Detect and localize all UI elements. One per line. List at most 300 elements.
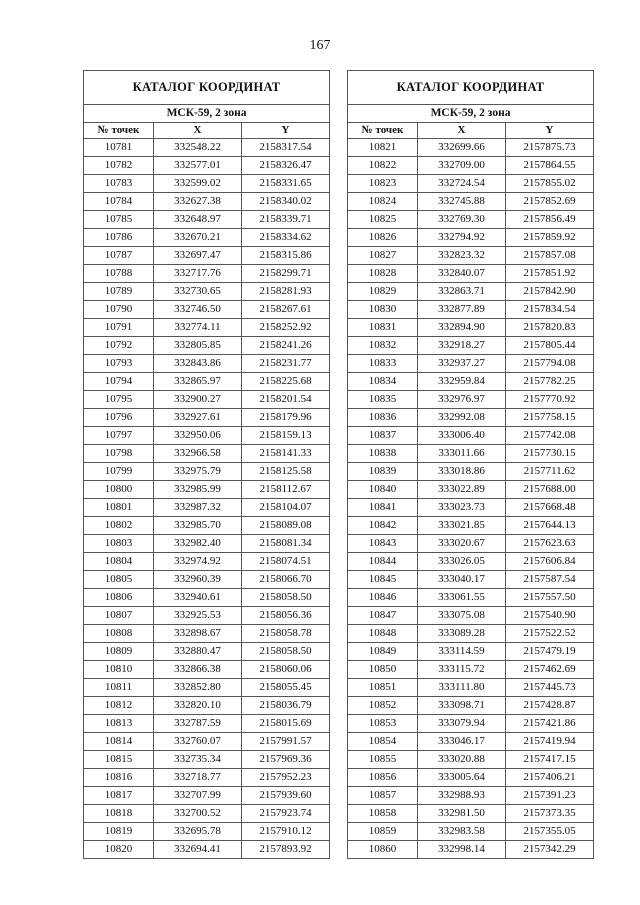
table-row bbox=[84, 157, 330, 175]
cell-x: 333114.59 bbox=[418, 643, 506, 661]
cell-point-number: 10831 bbox=[348, 319, 418, 337]
cell-x: 332866.38 bbox=[154, 661, 242, 679]
cell-x: 332699.66 bbox=[418, 139, 506, 157]
table-row bbox=[348, 193, 594, 211]
cell-point-number: 10817 bbox=[84, 787, 154, 805]
cell-x: 332966.58 bbox=[154, 445, 242, 463]
cell-point-number: 10837 bbox=[348, 427, 418, 445]
cell-point-number: 10799 bbox=[84, 463, 154, 481]
table-row bbox=[348, 463, 594, 481]
cell-point-number: 10795 bbox=[84, 391, 154, 409]
cell-y: 2157668.48 bbox=[506, 499, 594, 517]
cell-x: 333006.40 bbox=[418, 427, 506, 445]
cell-x: 333020.67 bbox=[418, 535, 506, 553]
table-row bbox=[84, 553, 330, 571]
cell-y: 2158159.13 bbox=[242, 427, 330, 445]
cell-x: 332877.89 bbox=[418, 301, 506, 319]
table-row bbox=[348, 841, 594, 859]
cell-point-number: 10828 bbox=[348, 265, 418, 283]
cell-y: 2157820.83 bbox=[506, 319, 594, 337]
cell-x: 332769.30 bbox=[418, 211, 506, 229]
cell-y: 2158074.51 bbox=[242, 553, 330, 571]
table-row bbox=[84, 787, 330, 805]
cell-x: 332840.07 bbox=[418, 265, 506, 283]
cell-y: 2158225.68 bbox=[242, 373, 330, 391]
table-row bbox=[348, 319, 594, 337]
cell-point-number: 10812 bbox=[84, 697, 154, 715]
cell-x: 332697.47 bbox=[154, 247, 242, 265]
cell-x: 332982.40 bbox=[154, 535, 242, 553]
cell-y: 2158015.69 bbox=[242, 715, 330, 733]
table-row bbox=[84, 175, 330, 193]
cell-y: 2158231.77 bbox=[242, 355, 330, 373]
cell-y: 2158326.47 bbox=[242, 157, 330, 175]
cell-x: 332976.97 bbox=[418, 391, 506, 409]
cell-point-number: 10858 bbox=[348, 805, 418, 823]
cell-y: 2157342.29 bbox=[506, 841, 594, 859]
cell-point-number: 10798 bbox=[84, 445, 154, 463]
cell-y: 2157758.15 bbox=[506, 409, 594, 427]
cell-y: 2158141.33 bbox=[242, 445, 330, 463]
cell-x: 333011.66 bbox=[418, 445, 506, 463]
coordinate-catalog-table-right bbox=[347, 70, 594, 859]
table-row bbox=[84, 535, 330, 553]
cell-point-number: 10824 bbox=[348, 193, 418, 211]
table-row bbox=[348, 247, 594, 265]
cell-y: 2158201.54 bbox=[242, 391, 330, 409]
table-row bbox=[84, 391, 330, 409]
cell-x: 332805.85 bbox=[154, 337, 242, 355]
cell-point-number: 10847 bbox=[348, 607, 418, 625]
cell-point-number: 10845 bbox=[348, 571, 418, 589]
cell-y: 2157875.73 bbox=[506, 139, 594, 157]
table-row bbox=[348, 265, 594, 283]
cell-x: 332577.01 bbox=[154, 157, 242, 175]
table-row bbox=[348, 211, 594, 229]
cell-point-number: 10807 bbox=[84, 607, 154, 625]
cell-y: 2158267.61 bbox=[242, 301, 330, 319]
cell-x: 332998.14 bbox=[418, 841, 506, 859]
cell-y: 2158036.79 bbox=[242, 697, 330, 715]
cell-y: 2157355.05 bbox=[506, 823, 594, 841]
cell-point-number: 10788 bbox=[84, 265, 154, 283]
table-title: КАТАЛОГ КООРДИНАТ bbox=[84, 71, 330, 105]
cell-point-number: 10794 bbox=[84, 373, 154, 391]
cell-y: 2157606.84 bbox=[506, 553, 594, 571]
cell-x: 332548.22 bbox=[154, 139, 242, 157]
cell-y: 2157923.74 bbox=[242, 805, 330, 823]
cell-point-number: 10805 bbox=[84, 571, 154, 589]
cell-y: 2158252.92 bbox=[242, 319, 330, 337]
table-row bbox=[84, 409, 330, 427]
cell-point-number: 10836 bbox=[348, 409, 418, 427]
cell-y: 2157623.63 bbox=[506, 535, 594, 553]
cell-y: 2157939.60 bbox=[242, 787, 330, 805]
cell-point-number: 10838 bbox=[348, 445, 418, 463]
cell-point-number: 10809 bbox=[84, 643, 154, 661]
cell-point-number: 10816 bbox=[84, 769, 154, 787]
cell-y: 2157479.19 bbox=[506, 643, 594, 661]
cell-point-number: 10785 bbox=[84, 211, 154, 229]
cell-y: 2158179.96 bbox=[242, 409, 330, 427]
cell-y: 2157406.21 bbox=[506, 769, 594, 787]
cell-y: 2157910.12 bbox=[242, 823, 330, 841]
cell-x: 332937.27 bbox=[418, 355, 506, 373]
cell-y: 2157794.08 bbox=[506, 355, 594, 373]
table-row bbox=[84, 607, 330, 625]
table-row bbox=[348, 661, 594, 679]
cell-point-number: 10781 bbox=[84, 139, 154, 157]
cell-x: 333098.71 bbox=[418, 697, 506, 715]
cell-point-number: 10800 bbox=[84, 481, 154, 499]
cell-y: 2157857.08 bbox=[506, 247, 594, 265]
cell-x: 332992.08 bbox=[418, 409, 506, 427]
cell-point-number: 10789 bbox=[84, 283, 154, 301]
cell-point-number: 10820 bbox=[84, 841, 154, 859]
table-row bbox=[348, 823, 594, 841]
cell-y: 2157952.23 bbox=[242, 769, 330, 787]
cell-y: 2158066.70 bbox=[242, 571, 330, 589]
cell-point-number: 10810 bbox=[84, 661, 154, 679]
cell-x: 333021.85 bbox=[418, 517, 506, 535]
table-row bbox=[84, 769, 330, 787]
cell-point-number: 10841 bbox=[348, 499, 418, 517]
table-row bbox=[84, 589, 330, 607]
cell-y: 2157852.69 bbox=[506, 193, 594, 211]
table-body bbox=[348, 139, 594, 859]
cell-point-number: 10857 bbox=[348, 787, 418, 805]
table-row bbox=[348, 553, 594, 571]
table-row bbox=[348, 283, 594, 301]
table-row bbox=[84, 733, 330, 751]
cell-y: 2158125.58 bbox=[242, 463, 330, 481]
cell-y: 2157742.08 bbox=[506, 427, 594, 445]
table-row bbox=[348, 787, 594, 805]
cell-y: 2157391.23 bbox=[506, 787, 594, 805]
cell-point-number: 10860 bbox=[348, 841, 418, 859]
column-header-point-number: № точек bbox=[84, 123, 154, 139]
cell-x: 332694.41 bbox=[154, 841, 242, 859]
cell-y: 2157644.13 bbox=[506, 517, 594, 535]
cell-y: 2157557.50 bbox=[506, 589, 594, 607]
cell-x: 332985.99 bbox=[154, 481, 242, 499]
cell-point-number: 10842 bbox=[348, 517, 418, 535]
cell-x: 332745.88 bbox=[418, 193, 506, 211]
cell-y: 2157428.87 bbox=[506, 697, 594, 715]
cell-point-number: 10804 bbox=[84, 553, 154, 571]
cell-point-number: 10801 bbox=[84, 499, 154, 517]
table-body bbox=[84, 139, 330, 859]
cell-x: 332985.70 bbox=[154, 517, 242, 535]
cell-x: 333111.80 bbox=[418, 679, 506, 697]
cell-x: 333040.17 bbox=[418, 571, 506, 589]
cell-point-number: 10835 bbox=[348, 391, 418, 409]
table-row bbox=[84, 499, 330, 517]
cell-y: 2158060.06 bbox=[242, 661, 330, 679]
table-row bbox=[348, 697, 594, 715]
table-row bbox=[84, 805, 330, 823]
table-row bbox=[84, 229, 330, 247]
cell-y: 2158334.62 bbox=[242, 229, 330, 247]
cell-point-number: 10826 bbox=[348, 229, 418, 247]
cell-point-number: 10802 bbox=[84, 517, 154, 535]
coordinate-catalog-table-left bbox=[83, 70, 330, 859]
cell-x: 332760.07 bbox=[154, 733, 242, 751]
cell-y: 2158339.71 bbox=[242, 211, 330, 229]
cell-point-number: 10854 bbox=[348, 733, 418, 751]
cell-x: 333005.64 bbox=[418, 769, 506, 787]
cell-y: 2157419.94 bbox=[506, 733, 594, 751]
cell-point-number: 10855 bbox=[348, 751, 418, 769]
cell-x: 332852.80 bbox=[154, 679, 242, 697]
cell-x: 332865.97 bbox=[154, 373, 242, 391]
cell-point-number: 10787 bbox=[84, 247, 154, 265]
table-row bbox=[84, 625, 330, 643]
table-row bbox=[348, 229, 594, 247]
table-row bbox=[84, 193, 330, 211]
cell-x: 332724.54 bbox=[418, 175, 506, 193]
cell-point-number: 10819 bbox=[84, 823, 154, 841]
cell-y: 2157711.62 bbox=[506, 463, 594, 481]
cell-y: 2157842.90 bbox=[506, 283, 594, 301]
cell-point-number: 10811 bbox=[84, 679, 154, 697]
cell-x: 332774.11 bbox=[154, 319, 242, 337]
cell-x: 333115.72 bbox=[418, 661, 506, 679]
cell-point-number: 10806 bbox=[84, 589, 154, 607]
cell-y: 2158104.07 bbox=[242, 499, 330, 517]
table-row bbox=[348, 499, 594, 517]
cell-x: 332843.86 bbox=[154, 355, 242, 373]
table-row bbox=[348, 679, 594, 697]
table-row bbox=[348, 751, 594, 769]
cell-y: 2157969.36 bbox=[242, 751, 330, 769]
cell-y: 2157417.15 bbox=[506, 751, 594, 769]
cell-y: 2157770.92 bbox=[506, 391, 594, 409]
table-row bbox=[84, 445, 330, 463]
cell-point-number: 10848 bbox=[348, 625, 418, 643]
cell-x: 333079.94 bbox=[418, 715, 506, 733]
cell-x: 332794.92 bbox=[418, 229, 506, 247]
cell-x: 332627.38 bbox=[154, 193, 242, 211]
table-row bbox=[348, 715, 594, 733]
cell-y: 2158317.54 bbox=[242, 139, 330, 157]
cell-y: 2158112.67 bbox=[242, 481, 330, 499]
table-row bbox=[348, 589, 594, 607]
cell-x: 332959.84 bbox=[418, 373, 506, 391]
cell-x: 333089.28 bbox=[418, 625, 506, 643]
cell-point-number: 10815 bbox=[84, 751, 154, 769]
cell-y: 2157445.73 bbox=[506, 679, 594, 697]
table-row bbox=[84, 463, 330, 481]
table-row bbox=[84, 823, 330, 841]
cell-x: 332983.58 bbox=[418, 823, 506, 841]
cell-point-number: 10832 bbox=[348, 337, 418, 355]
cell-point-number: 10821 bbox=[348, 139, 418, 157]
cell-point-number: 10782 bbox=[84, 157, 154, 175]
table-row bbox=[84, 715, 330, 733]
table-row bbox=[348, 139, 594, 157]
cell-x: 333075.08 bbox=[418, 607, 506, 625]
column-header-y: Y bbox=[506, 123, 594, 139]
cell-x: 332718.77 bbox=[154, 769, 242, 787]
column-header-x: X bbox=[418, 123, 506, 139]
cell-y: 2158315.86 bbox=[242, 247, 330, 265]
cell-y: 2158056.36 bbox=[242, 607, 330, 625]
cell-point-number: 10808 bbox=[84, 625, 154, 643]
table-row bbox=[84, 355, 330, 373]
cell-y: 2157462.69 bbox=[506, 661, 594, 679]
table-row bbox=[348, 391, 594, 409]
cell-y: 2157855.02 bbox=[506, 175, 594, 193]
cell-y: 2157373.35 bbox=[506, 805, 594, 823]
table-row bbox=[84, 661, 330, 679]
cell-x: 332709.00 bbox=[418, 157, 506, 175]
cell-y: 2158299.71 bbox=[242, 265, 330, 283]
table-row bbox=[348, 625, 594, 643]
cell-point-number: 10844 bbox=[348, 553, 418, 571]
cell-x: 332988.93 bbox=[418, 787, 506, 805]
cell-y: 2157782.25 bbox=[506, 373, 594, 391]
cell-x: 333061.55 bbox=[418, 589, 506, 607]
cell-x: 332894.90 bbox=[418, 319, 506, 337]
cell-x: 332987.32 bbox=[154, 499, 242, 517]
cell-y: 2157540.90 bbox=[506, 607, 594, 625]
cell-x: 332730.65 bbox=[154, 283, 242, 301]
page-number: 167 bbox=[309, 38, 331, 53]
cell-point-number: 10822 bbox=[348, 157, 418, 175]
cell-point-number: 10823 bbox=[348, 175, 418, 193]
table-row bbox=[84, 751, 330, 769]
cell-x: 332820.10 bbox=[154, 697, 242, 715]
table-row bbox=[348, 733, 594, 751]
cell-x: 332707.99 bbox=[154, 787, 242, 805]
cell-point-number: 10829 bbox=[348, 283, 418, 301]
table-row bbox=[84, 301, 330, 319]
cell-x: 332787.59 bbox=[154, 715, 242, 733]
table-row bbox=[84, 841, 330, 859]
cell-x: 332981.50 bbox=[418, 805, 506, 823]
table-row bbox=[348, 355, 594, 373]
cell-point-number: 10846 bbox=[348, 589, 418, 607]
cell-point-number: 10840 bbox=[348, 481, 418, 499]
cell-x: 332746.50 bbox=[154, 301, 242, 319]
cell-x: 332974.92 bbox=[154, 553, 242, 571]
cell-point-number: 10814 bbox=[84, 733, 154, 751]
cell-y: 2158089.08 bbox=[242, 517, 330, 535]
cell-point-number: 10834 bbox=[348, 373, 418, 391]
cell-point-number: 10791 bbox=[84, 319, 154, 337]
cell-y: 2157688.00 bbox=[506, 481, 594, 499]
table-row bbox=[84, 265, 330, 283]
cell-x: 333018.86 bbox=[418, 463, 506, 481]
cell-point-number: 10853 bbox=[348, 715, 418, 733]
cell-x: 332695.78 bbox=[154, 823, 242, 841]
cell-x: 332927.61 bbox=[154, 409, 242, 427]
table-row bbox=[84, 211, 330, 229]
table-row bbox=[84, 481, 330, 499]
cell-x: 332823.32 bbox=[418, 247, 506, 265]
table-row bbox=[84, 643, 330, 661]
cell-x: 332940.61 bbox=[154, 589, 242, 607]
table-row bbox=[84, 679, 330, 697]
cell-point-number: 10833 bbox=[348, 355, 418, 373]
cell-point-number: 10830 bbox=[348, 301, 418, 319]
cell-point-number: 10839 bbox=[348, 463, 418, 481]
cell-x: 332918.27 bbox=[418, 337, 506, 355]
table-row bbox=[348, 517, 594, 535]
cell-point-number: 10796 bbox=[84, 409, 154, 427]
cell-point-number: 10850 bbox=[348, 661, 418, 679]
cell-x: 333023.73 bbox=[418, 499, 506, 517]
table-zone: МСК-59, 2 зона bbox=[348, 105, 594, 123]
cell-x: 332648.97 bbox=[154, 211, 242, 229]
cell-x: 332880.47 bbox=[154, 643, 242, 661]
cell-x: 332863.71 bbox=[418, 283, 506, 301]
cell-x: 332670.21 bbox=[154, 229, 242, 247]
cell-y: 2158058.50 bbox=[242, 643, 330, 661]
cell-point-number: 10827 bbox=[348, 247, 418, 265]
cell-point-number: 10793 bbox=[84, 355, 154, 373]
cell-x: 332950.06 bbox=[154, 427, 242, 445]
table-row bbox=[348, 535, 594, 553]
cell-y: 2157730.15 bbox=[506, 445, 594, 463]
table-row bbox=[348, 157, 594, 175]
table-row bbox=[348, 337, 594, 355]
cell-y: 2157522.52 bbox=[506, 625, 594, 643]
table-row bbox=[84, 337, 330, 355]
column-header-x: X bbox=[154, 123, 242, 139]
table-row bbox=[84, 517, 330, 535]
table-row bbox=[348, 571, 594, 589]
table-row bbox=[84, 283, 330, 301]
table-row bbox=[348, 175, 594, 193]
table-row bbox=[348, 643, 594, 661]
cell-x: 332900.27 bbox=[154, 391, 242, 409]
cell-y: 2157421.86 bbox=[506, 715, 594, 733]
table-row bbox=[84, 247, 330, 265]
table-row bbox=[84, 571, 330, 589]
cell-point-number: 10783 bbox=[84, 175, 154, 193]
cell-y: 2157991.57 bbox=[242, 733, 330, 751]
cell-y: 2157893.92 bbox=[242, 841, 330, 859]
column-header-point-number: № точек bbox=[348, 123, 418, 139]
cell-y: 2158058.78 bbox=[242, 625, 330, 643]
table-title: КАТАЛОГ КООРДИНАТ bbox=[348, 71, 594, 105]
cell-y: 2158241.26 bbox=[242, 337, 330, 355]
table-row bbox=[348, 427, 594, 445]
table-row bbox=[84, 373, 330, 391]
table-row bbox=[348, 409, 594, 427]
cell-point-number: 10825 bbox=[348, 211, 418, 229]
cell-x: 332735.34 bbox=[154, 751, 242, 769]
cell-x: 332700.52 bbox=[154, 805, 242, 823]
table-row bbox=[84, 427, 330, 445]
cell-y: 2158340.02 bbox=[242, 193, 330, 211]
cell-point-number: 10790 bbox=[84, 301, 154, 319]
cell-y: 2157864.55 bbox=[506, 157, 594, 175]
cell-point-number: 10797 bbox=[84, 427, 154, 445]
cell-y: 2157859.92 bbox=[506, 229, 594, 247]
table-row bbox=[84, 697, 330, 715]
table-row bbox=[348, 373, 594, 391]
table-row bbox=[348, 769, 594, 787]
table-row bbox=[84, 139, 330, 157]
cell-y: 2157805.44 bbox=[506, 337, 594, 355]
cell-x: 332960.39 bbox=[154, 571, 242, 589]
table-row bbox=[348, 445, 594, 463]
cell-y: 2158331.65 bbox=[242, 175, 330, 193]
cell-point-number: 10792 bbox=[84, 337, 154, 355]
